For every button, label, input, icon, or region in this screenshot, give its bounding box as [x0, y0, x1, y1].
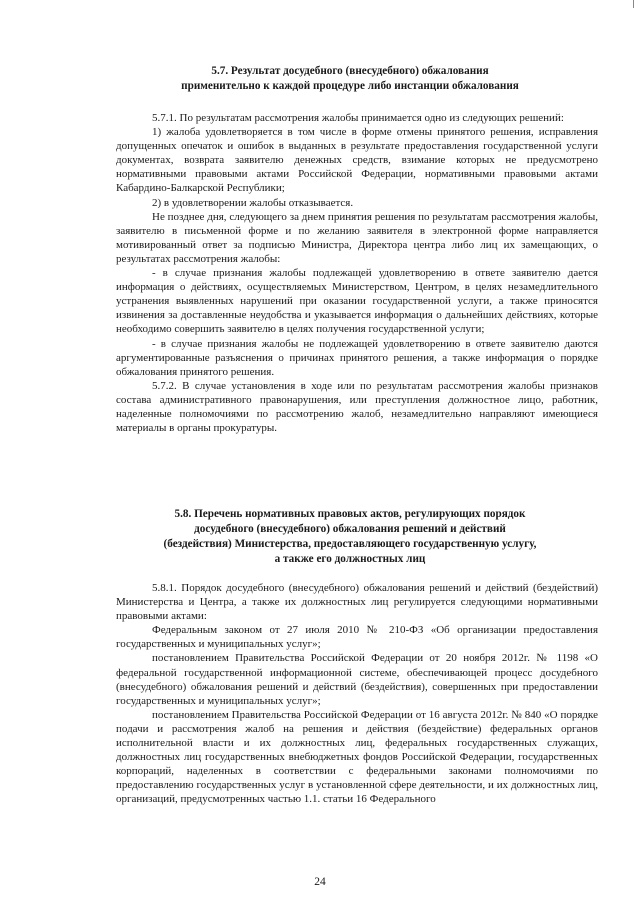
- paragraph: Не позднее дня, следующего за днем принятия решения по результатам рассмотрения жалобы, заявителю в письменной форме и по желанию заявителя в электронной форме направляется мотивированный ответ за подписью Министра, Директора центра либо лиц их замещающих, о результатах рассмотрения жалобы:: [116, 210, 598, 265]
- paragraph: Федеральным законом от 27 июля 2010 № 210-ФЗ «Об организации предоставления государственных и муниципальных услуг»;: [116, 624, 598, 651]
- paragraph: постановлением Правительства Российской Федерации от 20 ноября 2012г. № 1198 «О федеральной государственной информационной системе, обеспечивающей процесс досудебного (внесудебного) обжалования решений и действий (бездействия), совершенных при предоставлении государственных и муниципальных услуг»;: [116, 652, 598, 707]
- heading-line: 5.8. Перечень нормативных правовых актов, регулирующих порядок: [174, 508, 526, 520]
- paragraph: постановлением Правительства Российской Федерации от 16 августа 2012г. № 840 «О порядке подачи и рассмотрения жалоб на решения и действия (бездействие) федеральных органов исполнительной власти и их должностных лиц, федеральных государственных служащих, должностных лиц государственных внебюджетных фондов Российской Федерации, государственных корпораций, наделенных в соответствии с федеральными законами полномочиями по предоставлению государственных услуг в установленной сфере деятельности, и их должностных лиц, организаций, предусмотренных частью 1.1. статьи 16 Федерального: [116, 708, 598, 806]
- paragraph: 5.7.1. По результатам рассмотрения жалобы принимается одно из следующих решений:: [152, 112, 564, 124]
- page-number: 24: [314, 876, 326, 888]
- paragraph: - в случае признания жалобы не подлежащей удовлетворению в ответе заявителю даются аргументированные разъяснения о причинах принятого решения, а также информация о порядке обжалования принятого решения.: [116, 337, 598, 378]
- paragraph: 2) в удовлетворении жалобы отказывается.: [152, 196, 354, 209]
- heading-line: досудебного (внесудебного) обжалования решений и действий: [194, 523, 506, 535]
- heading-line: (бездействия) Министерства, предоставляющего государственную услугу,: [163, 538, 537, 550]
- paragraph: 1) жалоба удовлетворяется в том числе в форме отмены принятого решения, исправления допущенных опечаток и ошибок в выданных в результате предоставления государственной услуги документах, возврата заявителю денежных средств, взимание которых не предусмотрено нормативными правовыми актами Российской Федерации, нормативными правовыми актами Кабардино-Балкарской Республики;: [116, 126, 598, 195]
- scan-mark: [633, 0, 634, 8]
- section-5-7-body: [116, 111, 598, 435]
- paragraph: - в случае признания жалобы подлежащей удовлетворению в ответе заявителю дается информация о действиях, осуществляемых Министерством, Центром, в целях незамедлительного устранения выявленных нарушений при оказании государственной услуги, а также приносятся извинения за доставленные неудобства и указывается информация о дальнейших действиях, которые необходимо совершить заявителю в целях получения государственной услуги;: [116, 267, 598, 336]
- section-5-7-heading: [110, 64, 590, 94]
- paragraph: 5.7.2. В случае установления в ходе или по результатам рассмотрения жалобы признаков состава административного правонарушения, или преступления должностное лицо, работник, наделенные полномочиями по рассмотрению жалоб, незамедлительно направляют имеющиеся материалы в органы прокуратуры.: [116, 379, 598, 435]
- section-5-8-body: [116, 581, 598, 807]
- heading-line: а также его должностных лиц: [274, 553, 426, 565]
- paragraph: 5.8.1. Порядок досудебного (внесудебного) обжалования решений и действий (бездействий) Министерства и Центра, а также их должностных лиц регулируется следующими нормативными правовыми актами:: [116, 582, 598, 623]
- section-5-8-heading: [110, 507, 590, 567]
- heading-line: применительно к каждой процедуре либо инстанции обжалования: [181, 80, 519, 92]
- heading-line: 5.7. Результат досудебного (внесудебного) обжалования: [211, 65, 489, 77]
